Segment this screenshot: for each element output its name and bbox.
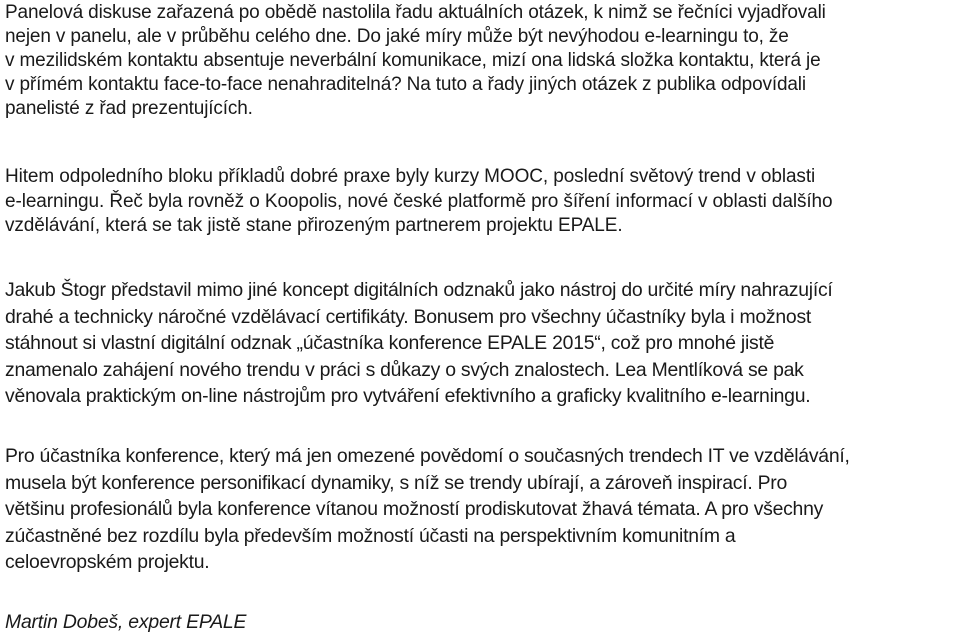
text-line: Pro účastníka konference, který má jen omezené povědomí o současných trendech IT ve vzdělávání, <box>5 445 850 467</box>
paragraph-conference-summary <box>5 443 850 576</box>
text-line: e-learningu. Řeč byla rovněž o Koopolis, nové české platformě pro šíření informací v oblasti dalšího <box>5 190 833 212</box>
text-line: věnovala praktickým on-line nástrojům pro vytváření efektivního a graficky kvalitního e-learningu. <box>5 385 811 407</box>
text-line: v mezilidském kontaktu absentuje neverbální komunikace, mizí ona lidská složka kontaktu, která je <box>5 50 821 71</box>
text-line: znamenalo zahájení nového trendu v práci s důkazy o svých znalostech. Lea Mentlíková se pak <box>5 358 804 381</box>
text-line: panelisté z řad prezentujících. <box>5 98 253 119</box>
text-line: nejen v panelu, ale v průběhu celého dne. Do jaké míry může být nevýhodou e-learningu to, že <box>5 26 789 47</box>
text-line: musela být konference personifikací dynamiky, s níž se trendy ubírají, a zároveň inspirací. Pro <box>5 471 788 494</box>
text-line: celoevropském projektu. <box>5 551 210 573</box>
text-line: Hitem odpoledního bloku příkladů dobré praxe byly kurzy MOOC, poslední světový trend v oblasti <box>5 166 816 187</box>
text-line: vzdělávání, která se tak jistě stane přirozeným partnerem projektu EPALE. <box>5 215 623 236</box>
text-line: Panelová diskuse zařazená po obědě nastolila řadu aktuálních otázek, k nimž se řečníci vyjadřovali <box>5 2 826 23</box>
text-line: většinu profesionálů byla konference vítanou možností prodiskutovat žhavá témata. A pro všechny <box>5 498 824 520</box>
paragraph-mooc <box>5 165 833 239</box>
author-signature: Martin Dobeš, expert EPALE <box>5 611 247 633</box>
text-line: v přímém kontaktu face-to-face nenahraditelná? Na tuto a řady jiných otázek z publika odpovídali <box>5 74 806 95</box>
paragraph-digital-badges <box>5 277 833 410</box>
text-line: zúčastněné bez rozdílu byla především možností účasti na perspektivním komunitním a <box>5 524 736 547</box>
text-line: stáhnout si vlastní digitální odznak „účastníka konference EPALE 2015“, což pro mnohé jistě <box>5 332 775 354</box>
text-line: Jakub Štogr představil mimo jiné koncept digitálních odznaků jako nástroj do určité míry nahrazující <box>5 279 833 301</box>
text-line: drahé a technicky náročné vzdělávací certifikáty. Bonusem pro všechny účastníky byla i možnost <box>5 305 812 328</box>
paragraph-panel-discussion <box>5 1 826 121</box>
